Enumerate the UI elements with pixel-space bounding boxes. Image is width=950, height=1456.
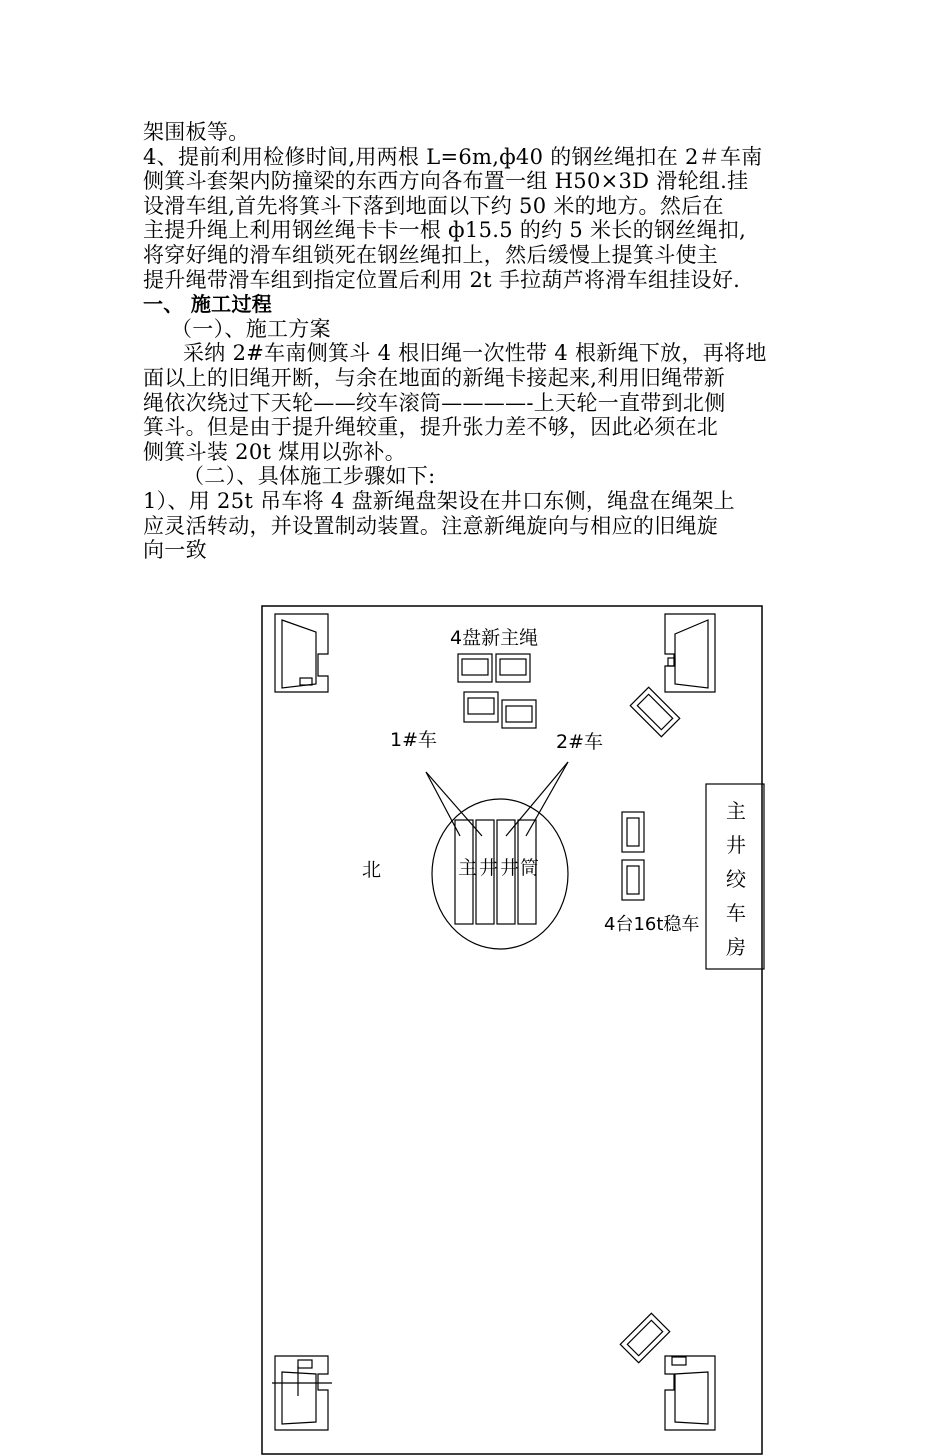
- text-line: 主提升绳上利用钢丝绳卡卡一根 ф15.5 的约 5 米长的钢丝绳扣,: [143, 218, 747, 243]
- text-line: 向一致: [143, 538, 207, 563]
- diagram-content: [260, 604, 765, 1456]
- text-line: 提升绳带滑车组到指定位置后利用 2t 手拉葫芦将滑车组挂设好.: [143, 267, 741, 292]
- text-line: 箕斗。但是由于提升绳较重，提升张力差不够，因此必须在北: [143, 415, 719, 440]
- label-hoist-house-char: 绞: [726, 867, 746, 891]
- label-winches: 4台16t稳车: [604, 914, 700, 935]
- rope-reel-4: [502, 700, 536, 728]
- text-line: 绳依次绕过下天轮——绞车滚筒————-上天轮一直带到北侧: [143, 390, 726, 415]
- headframe-leg-bottom-right: [665, 1356, 715, 1430]
- label-hoist-house-char: 车: [726, 901, 746, 925]
- label-new-ropes: 4盘新主绳: [450, 627, 539, 649]
- subsection-heading: （二）、具体施工步骤如下:: [183, 464, 436, 489]
- label-hoist-house-char: 房: [726, 935, 746, 959]
- winch-box-lower-right: [620, 1313, 669, 1362]
- section-heading: 一、 施工过程: [143, 292, 273, 317]
- document-body: [143, 120, 823, 563]
- text-line: 采纳 2#车南侧箕斗 4 根旧绳一次性带 4 根新绳下放，再将地: [183, 341, 767, 366]
- label-north: 北: [362, 859, 382, 881]
- headframe-leg-bottom-left: [272, 1356, 332, 1430]
- label-car2: 2#车: [556, 731, 604, 753]
- rope-reel-2: [496, 654, 530, 682]
- text-line: 侧箕斗装 20t 煤用以弥补。: [143, 439, 407, 464]
- text-line: 侧箕斗套架内防撞梁的东西方向各布置一组 H50×3D 滑轮组.挂: [143, 169, 749, 194]
- text-line: 应灵活转动，并设置制动装置。注意新绳旋向与相应的旧绳旋: [143, 513, 719, 538]
- label-hoist-house-char: 井: [726, 833, 746, 857]
- label-shaft-char: 井: [500, 857, 520, 879]
- label-hoist-house-char: 主: [726, 799, 746, 823]
- headframe-leg-top-left: [275, 614, 328, 692]
- rope-reel-3: [464, 692, 498, 722]
- text-line: 将穿好绳的滑车组锁死在钢丝绳扣上，然后缓慢上提箕斗使主: [143, 242, 719, 267]
- label-shaft-char: 井: [479, 857, 499, 879]
- subsection-heading: （一）、施工方案: [171, 316, 331, 341]
- winch-box-upper-right: [630, 687, 679, 736]
- text-line: 面以上的旧绳开断，与余在地面的新绳卡接起来,利用旧绳带新: [143, 365, 726, 390]
- stable-winch-2: [622, 860, 644, 900]
- label-car1: 1#车: [390, 729, 438, 751]
- text-line: 设滑车组,首先将箕斗下落到地面以下约 50 米的地方。然后在: [143, 193, 724, 218]
- headframe-leg-top-right: [665, 614, 715, 692]
- stable-winch-1: [622, 812, 644, 852]
- rope-reel-1: [458, 654, 492, 682]
- label-shaft-char: 筒: [520, 857, 540, 879]
- text-line: 4、提前利用检修时间,用两根 L=6m,ф40 的钢丝绳扣在 2＃车南: [143, 144, 763, 169]
- text-line: 1）、用 25t 吊车将 4 盘新绳盘架设在井口东侧，绳盘在绳架上: [143, 488, 735, 513]
- rope-lines-car2: [506, 762, 568, 836]
- label-shaft-char: 主: [458, 857, 478, 879]
- text-line: 架围板等。: [143, 120, 250, 144]
- site-boundary: [262, 606, 762, 1454]
